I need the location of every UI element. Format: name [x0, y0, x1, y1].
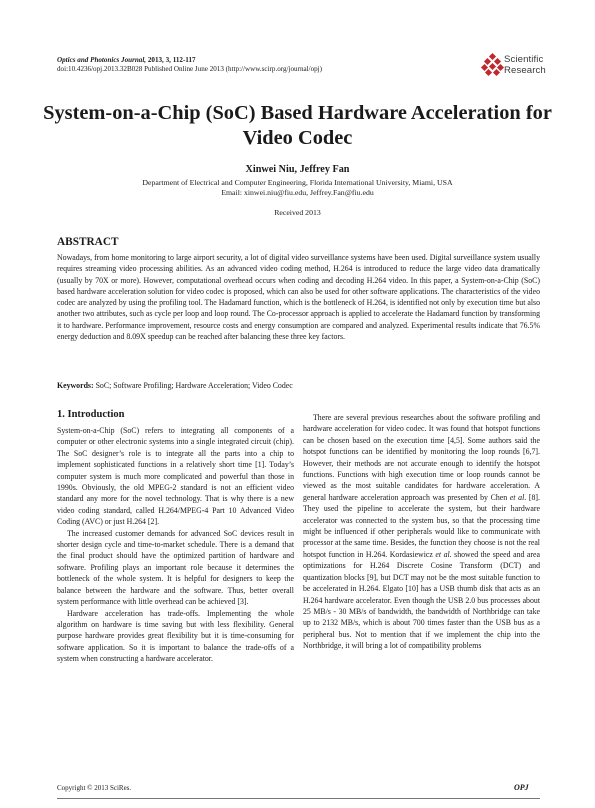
paragraph: Hardware acceleration has trade-offs. Implementing the whole algorithm on hardware is time saving but with less flexibility. General purpose hardware provides great flexibility but it is time-consuming for software application. So it is important to balance the trade-offs of a system when constructing a hardware accelerator. — [57, 608, 294, 664]
logo-line-2: Research — [504, 64, 546, 76]
paper-authors: Xinwei Niu, Jeffrey Fan — [245, 164, 350, 175]
affiliation-line: Department of Electrical and Computer Engineering, Florida International University, Miami, USA — [142, 178, 453, 187]
email-line: Email: xinwei.niu@fiu.edu, Jeffrey.Fan@fiu.edu — [221, 188, 374, 198]
copyright-footer: Copyright © 2013 SciRes. — [57, 784, 132, 792]
logo-mark-icon — [482, 54, 504, 76]
footer-divider — [57, 798, 540, 799]
journal-header — [57, 56, 477, 75]
keywords-label: Keywords: — [57, 381, 94, 390]
logo-text — [504, 55, 546, 76]
paragraph: The increased customer demands for advanced SoC devices result in shorter design cycle and time-to-market schedule. There is a demand that the final product should have the optimized partition of hardware and software. Profiling plays an important role because it determines the bottleneck of the whole system. It is helpful for designers to keep the balance between the hardware and the software. Thus, better overall system performance with little overhead can be achieved [3]. — [57, 528, 294, 607]
section-heading-introduction: 1. Introduction — [57, 409, 125, 420]
text-run-italic: et al — [435, 549, 450, 559]
paragraph: System-on-a-Chip (SoC) refers to integrating all components of a computer or other electronic systems into a single integrated circuit (chip). The SoC designer’s role is to integrate all the parts into a chip to implement sophisticated functions in a relatively short time [1]. Today’s computer system is much more complicated and powerful than those in 1990s. Obviously, the old MPEG-2 standard is not an efficient video standard any more for the novel technology. That is why there is a new video coding standard, called H.264/MPEG-4 Part 10 Advanced Video Coding (AVC) or just H.264 [2]. — [57, 426, 294, 527]
abstract-heading: ABSTRACT — [57, 236, 119, 248]
text-run-italic: et al — [509, 492, 525, 502]
paper-title: System-on-a-Chip (SoC) Based Hardware Acceleration for Video Codec — [43, 102, 552, 149]
journal-abbreviation: OPJ — [514, 783, 529, 792]
scientific-research-logo — [482, 54, 552, 78]
author-affiliation — [40, 178, 555, 199]
journal-citation — [57, 56, 477, 65]
journal-name: Optics and Photonics Journal, — [57, 56, 147, 64]
abstract-text: Nowadays, from home monitoring to large airport security, a lot of digital video surveillance systems have been used. Digital surveillance system usually requires streaming video processing abilities. As an advanced video coding method, H.264 is introduced to reduce the large video data dramatically (usually by 70X or more). However, computational overhead occurs when coding and decoding H.264 video. In this paper, a System-on-a-Chip (SoC) based hardware acceleration solution for video codec is proposed, which can also be used for other software applications. The characteristics of the video codec are analyzed by using the profiling tool. The Hadamard function, which is the bottleneck of H.264, is identified not only by execution time but also another two attributes, such as cycle per loop and loop round. The Co-processor approach is applied to accelerate the Hadamard function by transforming it to hardware. Performance improvement, resource costs and energy consumption are compared and analyzed. Experimental results indicate that 76.5% energy deduction and 8.09X speedup can be reached after balancing these three key factors. — [57, 253, 540, 342]
text-run: . showed the speed and area optimizations for H.264 Discrete Cosine Transform (DCT) and quantization blocks [9], but DCT may not be the most suitable function to be accelerated in H.264. Elgato [10] has a USB thumb disk that acts as an H.264 hardware accelerator. Even though the USB 2.0 bus processes about 25 MB/s - 30 MB/s of bandwidth, the bandwidth of Northbridge can take up to 2132 MB/s, which is about 700 times faster than the USB bus as a peripheral bus. Not to mention that if we implement the chip into the Northbridge, it will bring a lot of compatibility problems — [303, 549, 540, 651]
received-date: Received 2013 — [274, 208, 321, 217]
doi-line: doi:10.4236/opj.2013.32B028 Published Online June 2013 (http://www.scirp.org/journal/opj) — [57, 65, 323, 74]
left-column — [57, 408, 294, 665]
logo-line-1: Scientific — [504, 54, 544, 65]
paragraph — [303, 412, 540, 652]
text-run: . [8]. They used the pipeline to accelerate the system, but their hardware accelerator was connected to the system bus, so that the processing time might be influenced if other peripherals would like to communicate with processor at the same time. Besides, the function they choose is not the real hotspot function in H.264. Kordasiewicz — [303, 492, 540, 559]
text-run: There are several previous researches about the software profiling and hardware acceleration for video codec. It was found that hotspot functions can be chosen based on the execution time [4,5]. Some authors said the hotspot functions can be identified by monitoring the loop rounds [6,7]. However, their methods are not accurate enough to identify the hotspot functions. Functions with high execution time or loop rounds cannot be viewed as the most suitable candidates for hardware acceleration. A general hardware acceleration approach was presented by Chen — [303, 413, 540, 502]
journal-volume: 2013, 3, 112-117 — [146, 56, 196, 64]
right-column — [303, 412, 540, 652]
keywords — [57, 381, 540, 390]
keywords-list: SoC; Software Profiling; Hardware Acceleration; Video Codec — [93, 381, 293, 390]
